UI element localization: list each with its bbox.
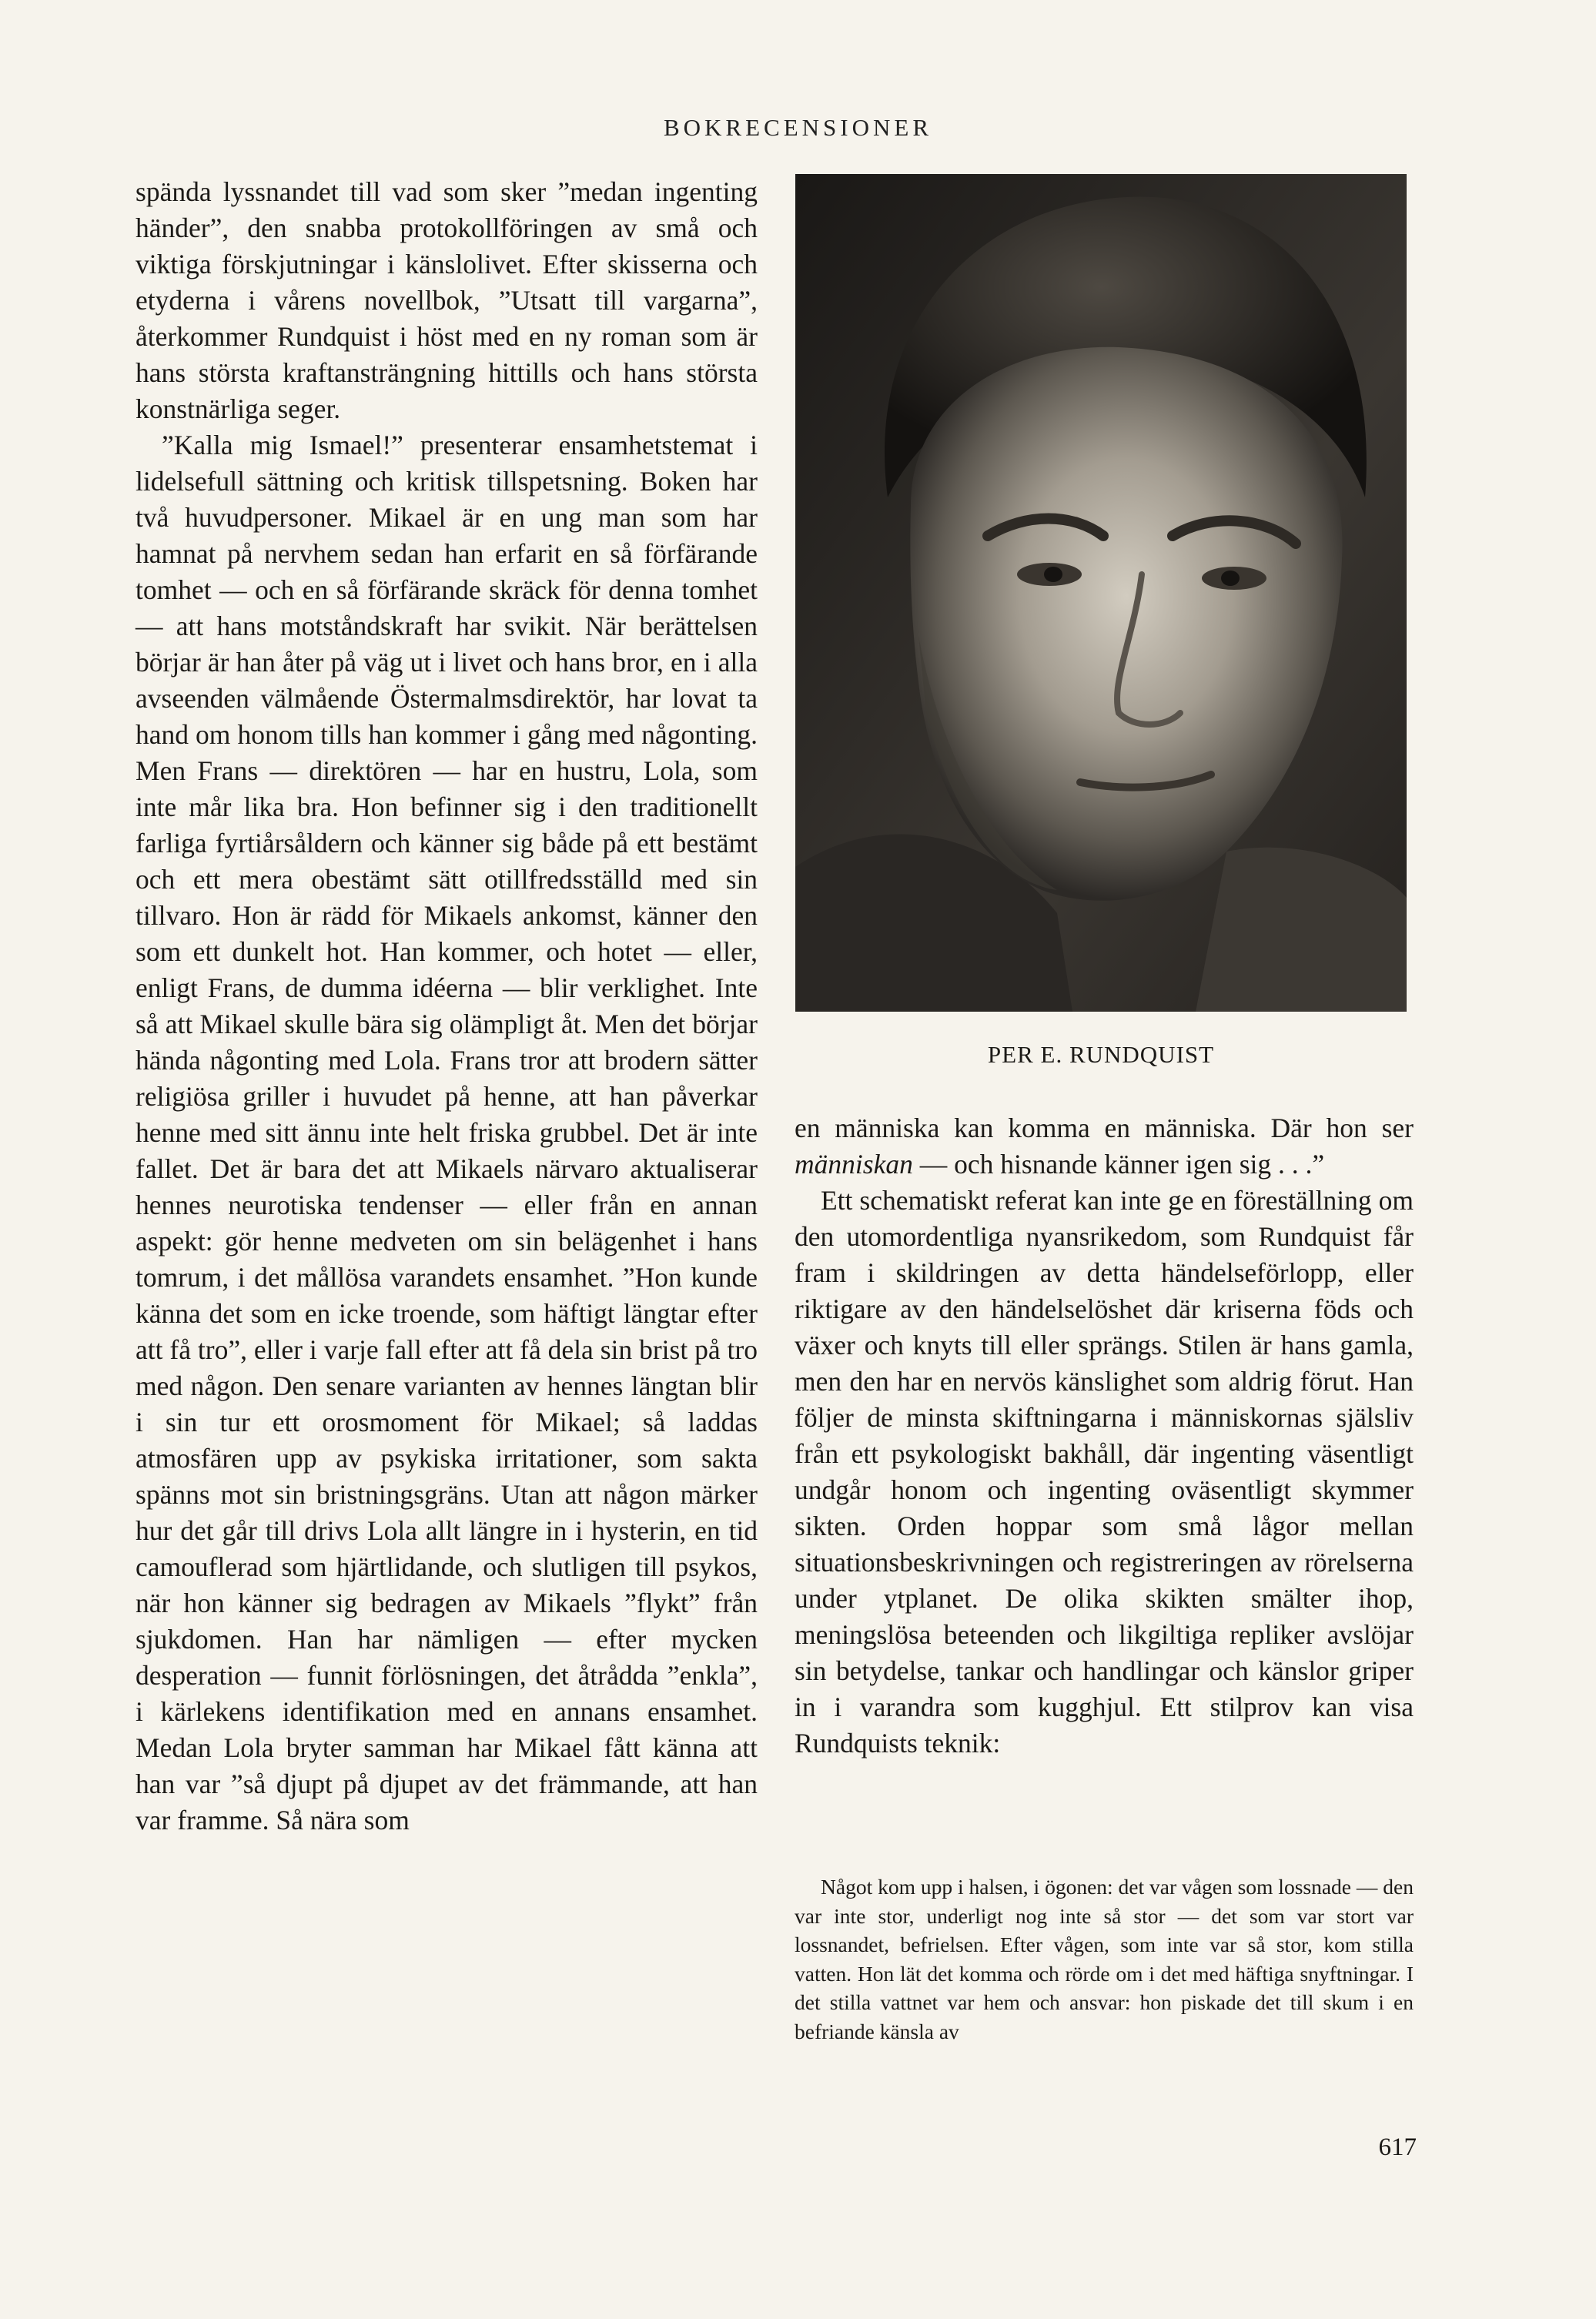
page-number: 617 bbox=[1378, 2133, 1417, 2161]
portrait-illustration bbox=[795, 174, 1407, 1012]
left-column bbox=[136, 174, 758, 1839]
left-paragraph-1: spända lyssnandet till vad som sker ”medan ingenting händer”, den snabba protokollföringen av små och viktiga förskjutningar i känslolivet. Efter skisserna och etyderna i vårens novellbok, ”Utsatt till vargarna”, återkommer Rundquist i höst med en ny roman som är hans största kraftansträngning hittills och hans största konstnärliga seger. bbox=[136, 176, 758, 424]
block-quote bbox=[795, 1872, 1414, 2046]
left-paragraph-2: ”Kalla mig Ismael!” presenterar ensamhetstemat i lidelsefull sättning och kritisk tillspetsning. Boken har två huvudpersoner. Mikael är en ung man som har hamnat på nervhem sedan han erfarit en så förfärande tomhet — och en så förfärande skräck för denna tomhet — att hans motståndskraft har svikit. När berättelsen börjar är han åter på väg ut i livet och hans bror, en i alla avseenden välmående Östermalmsdirektör, har lovat ta hand om honom tills han kommer i gång med någonting. Men Frans — direktören — har en hustru, Lola, som inte mår lika bra. Hon befinner sig i den traditionellt farliga fyrtiårsåldern och känner sig både på ett bestämt och ett mera obestämt sätt otillfredsställd med sin tillvaro. Hon är rädd för Mikaels ankomst, känner den som ett dunkelt hot. Han kommer, och hotet — eller, enligt Frans, de dumma idéerna — blir verklighet. Inte så att Mikael skulle bära sig olämpligt åt. Men det börjar hända någonting med Lola. Frans tror att brodern sätter religiösa griller i huvudet på henne, att han påverkar henne med sitt ännu inte helt friska grubbel. Det är inte fallet. Det är bara det att Mikaels närvaro aktualiserar hennes neurotiska tendenser — eller från en annan aspekt: gör henne medveten om sin belägenhet i hans tomrum, i det mållösa varandets ensamhet. ”Hon kunde känna det som en icke troende, som häftigt längtar efter att få tro”, eller i varje fall efter att få dela sin brist på tro med någon. Den senare varianten av hennes längtan blir i sin tur ett orosmoment för Mikael; så laddas atmosfären upp av psykiska irritationer, som sakta spänns mot sin bristningsgräns. Utan att någon märker hur det går till drivs Lola allt längre in i hysterin, en tid camouflerad som hjärtlidande, och slutligen till psykos, när hon känner sig bedragen av Mikaels ”flykt” från sjukdomen. Han har nämligen — efter mycken desperation — funnit förlösningen, det åtrådda ”enkla”, i kärlekens identifikation med en annans ensamhet. Medan Lola bryter samman har Mikael fått känna att han var ”så djupt på djupet av det främmande, att han var framme. Så nära som bbox=[136, 430, 758, 1835]
right-paragraph-1-italic: människan bbox=[795, 1149, 913, 1180]
block-quote-text: Något kom upp i halsen, i ögonen: det var vågen som lossnade — den var inte stor, underligt nog inte så stor — det som var stort var lossnandet, befrielsen. Efter vågen, som inte var så stor, kom stilla vatten. Hon lät det komma och rörde om i det med häftiga snyftningar. I det stilla vattnet var hem och ansvar: hon piskade det till skum i en befriande känsla av bbox=[795, 1875, 1414, 2043]
author-portrait bbox=[795, 174, 1407, 1012]
right-paragraph-1 bbox=[795, 1110, 1414, 1183]
running-head: BOKRECENSIONER bbox=[663, 114, 932, 141]
right-column bbox=[795, 1110, 1414, 1762]
right-paragraph-1-start: en människa kan komma en människa. Där hon ser bbox=[795, 1113, 1414, 1143]
right-paragraph-2: Ett schematiskt referat kan inte ge en föreställning om den utomordentliga nyansrikedom, som Rundquist får fram i skildringen av detta händelseförlopp, eller riktigare av den händelselöshet där kriserna föds och växer och knyts till eller sprängs. Stilen är hans gamla, men den har en nervös känslighet som aldrig förut. Han följer de minsta skiftningarna i människornas själsliv från ett psykologiskt bakhåll, där ingenting väsentligt undgår honom och ingenting oväsentligt skymmer sikten. Orden hoppar som små lågor mellan situationsbeskrivningen och registreringen av rörelserna under ytplanet. De olika skikten smälter ihop, meningslösa beteenden och likgiltiga repliker avslöjar sin betydelse, tankar och handlingar och känslor griper in i varandra som kugghjul. Ett stilprov kan visa Rundquists teknik: bbox=[795, 1185, 1414, 1758]
photo-caption: PER E. RUNDQUIST bbox=[987, 1041, 1215, 1068]
right-paragraph-1-end: — och hisnande känner igen sig . . .” bbox=[912, 1149, 1325, 1180]
